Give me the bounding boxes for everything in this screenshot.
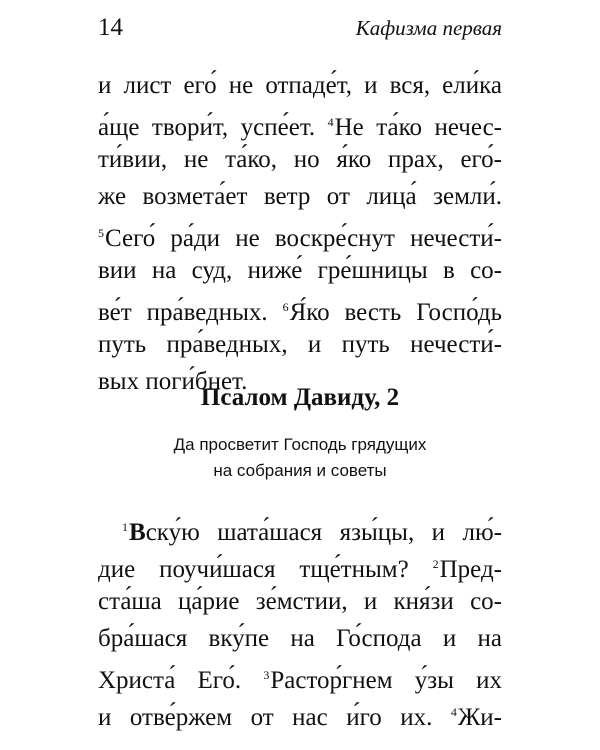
line-text: ста́ша ца́рие зе́мстии, и кня́зи со- [98, 588, 502, 615]
verse-number: 1 [122, 520, 128, 534]
text-line [98, 215, 502, 252]
line-text: же возмета́ет ветр от лица́ земли́. [98, 183, 502, 210]
text-line [98, 178, 502, 215]
text-line [98, 141, 502, 178]
superscription-line: Да просветит Господь грядущих [173, 435, 427, 454]
line-text: вых поги́бнет. [98, 368, 248, 395]
line-text: ти́вии, не та́ко, но я́ко прах, его́- [98, 146, 502, 173]
text-line [98, 509, 502, 546]
psalm-1-ending [98, 67, 502, 400]
psalm-superscription [98, 432, 502, 484]
superscription-line: на собрания и советы [213, 461, 387, 480]
verse-number: 4 [450, 705, 457, 719]
verse-number: 5 [98, 226, 104, 240]
line-text: и отве́ржем от нас и́го их. $^4$Жи- [98, 704, 502, 731]
text-line [98, 657, 502, 694]
text-line [98, 583, 502, 620]
verse-number: 6 [282, 300, 289, 314]
verse-number: 3 [263, 668, 270, 682]
text-line [98, 289, 502, 326]
text-line [98, 620, 502, 657]
line-text: дие поучи́шася тще́тным? $^2$Пред- [98, 556, 502, 583]
initial-letter: В [129, 519, 146, 546]
text-line [98, 252, 502, 289]
verse-number: 4 [327, 115, 334, 129]
line-text: вии на суд, ниже́ гре́шницы в со- [98, 257, 502, 284]
psalm-heading: Псалом Давиду, 2 [200, 384, 400, 411]
text-line [98, 326, 502, 363]
running-title: Кафизма первая [355, 16, 502, 40]
line-text: $^5$Сего́ ра́ди не воскре́снут нечести́- [98, 225, 502, 252]
line-text: а́ще твори́т, успе́ет. $^4$Не та́ко нечес- [98, 114, 503, 141]
line-text: путь пра́ведных, и путь нечести́- [98, 331, 502, 358]
psalm-2-text [98, 509, 502, 731]
text-line [98, 67, 502, 104]
text-line [98, 104, 502, 141]
text-line [98, 546, 502, 583]
line-text: Христа́ Его́. $^3$Растор́гнем у́зы их [98, 667, 502, 694]
line-text: ве́т пра́ведных. $^6$Я́ко весть Госпо́дь [98, 299, 502, 326]
line-text: бра́шася вку́пе на Го́спода и на [98, 625, 502, 652]
page-number: 14 [98, 14, 123, 41]
text-line [98, 694, 502, 731]
verse-number: 2 [432, 557, 439, 571]
line-text: и лист его́ не отпаде́т, и вся, ели́ка [98, 72, 502, 99]
running-head [98, 14, 502, 48]
line-text: $^1$Вску́ю шата́шася язы́цы, и лю́- [122, 519, 502, 546]
